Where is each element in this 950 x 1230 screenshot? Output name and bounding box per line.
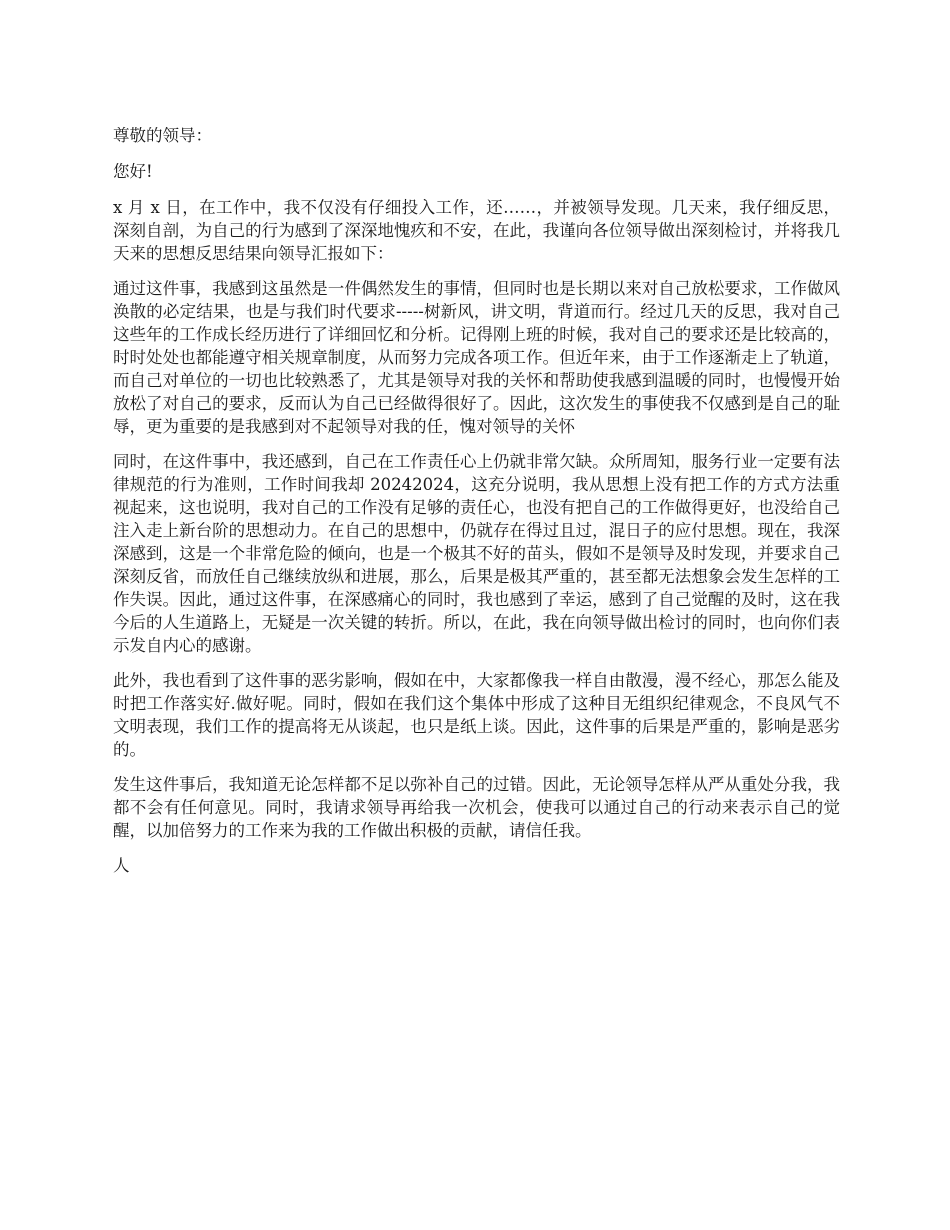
- salutation: 尊敬的领导：: [113, 126, 212, 145]
- paragraph-impact: 此外，我也看到了这件事的恶劣影响，假如在中，大家都像我一样自由散漫，漫不经心，那怎么能及时把工作落实好.做好呢。同时，假如在我们这个集体中形成了这种目无组织纪律观念，不良风气不文明表现，我们工作的提高将无从谈起，也只是纸上谈。因此，这件事的后果是严重的，影响是恶劣的。: [113, 671, 840, 759]
- paragraph-reflection: 通过这件事，我感到这虽然是一件偶然发生的事情，但同时也是长期以来对自己放松要求，工作做风涣散的必定结果，也是与我们时代要求-----树新风，讲文明，背道而行。经过几天的反思，我对自己这些年的工作成长经历进行了详细回忆和分析。记得刚上班的时候，我对自己的要求还是比较高的，时时处处也都能遵守相关规章制度，从而努力完成各项工作。但近年来，由于工作逐渐走上了轨道，而自己对单位的一切也比较熟悉了，尤其是领导对我的关怀和帮助使我感到温暖的同时，也慢慢开始放松了对自己的要求，反而认为自己已经做得很好了。因此，这次发生的事使我不仅感到是自己的耻辱，更为重要的是我感到对不起领导对我的任，愧对领导的关怀: [113, 279, 840, 436]
- paragraph-responsibility: 同时，在这件事中，我还感到，自己在工作责任心上仍就非常欠缺。众所周知，服务行业一定要有法律规范的行为准则，工作时间我却 20242024，这充分说明，我从思想上没有把工作的方式方法重视起来，这也说明，我对自己的工作没有足够的责任心，也没有把自己的工作做得更好，也没给自己注入走上新台阶的思想动力。在自己的思想中，仍就存在得过且过，混日子的应付思想。现在，我深深感到，这是一个非常危险的倾向，也是一个极其不好的苗头，假如不是领导及时发现，并要求自己深刻反省，而放任自己继续放纵和进展，那么，后果是极其严重的，甚至都无法想象会发生怎样的工作失误。因此，通过这件事，在深感痛心的同时，我也感到了幸运，感到了自己觉醒的及时，这在我今后的人生道路上，无疑是一次关键的转折。所以，在此，我在向领导做出检讨的同时，也向你们表示发自内心的感谢。: [113, 452, 840, 655]
- closing: 人: [113, 856, 130, 875]
- greeting: 您好!: [113, 162, 153, 181]
- paragraph-intro: x 月 x 日，在工作中，我不仅没有仔细投入工作，还……，并被领导发现。几天来，我仔细反思，深刻自剖，为自己的行为感到了深深地愧疚和不安，在此，我谨向各位领导做出深刻检讨，并将我几天来的思想反思结果向领导汇报如下：: [113, 198, 840, 263]
- paragraph-commitment: 发生这件事后，我知道无论怎样都不足以弥补自己的过错。因此，无论领导怎样从严从重处分我，我都不会有任何意见。同时，我请求领导再给我一次机会，使我可以通过自己的行动来表示自己的觉醒，以加倍努力的工作来为我的工作做出积极的贡献，请信任我。: [113, 775, 840, 840]
